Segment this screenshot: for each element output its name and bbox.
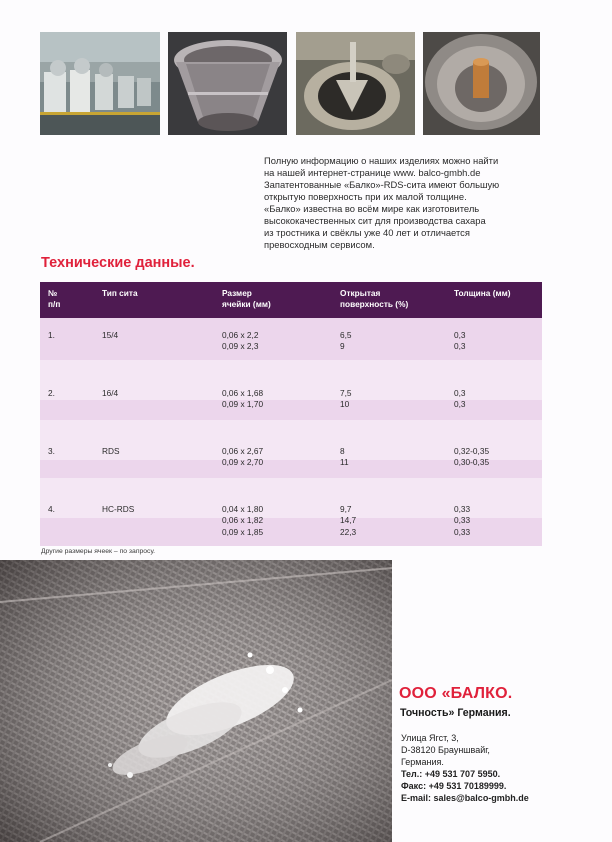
- photo-centrifuge-interior: [296, 32, 415, 135]
- company-subtitle: Точность» Германия.: [400, 707, 511, 719]
- row-open: 9,7: [340, 504, 352, 514]
- phone: Тел.: +49 531 707 5950.: [401, 769, 501, 779]
- intro-paragraph: [264, 155, 554, 251]
- row-thickness: 0,3: [454, 341, 466, 352]
- fax: Факс: +49 531 70189999.: [401, 781, 507, 791]
- row-mesh: 0,06 x 2,67: [222, 446, 264, 456]
- header-num: [48, 288, 60, 310]
- intro-line: превосходным сервисом.: [264, 239, 375, 250]
- row-open: 10: [340, 399, 350, 410]
- row-thickness: 0,32-0,35: [454, 446, 490, 456]
- address-line: Улица Ягст, 3,: [401, 733, 459, 743]
- row-type: 16/4: [102, 388, 119, 398]
- row-open: 11: [340, 457, 349, 468]
- row-thickness: 0,33: [454, 526, 471, 537]
- header-type: [102, 288, 138, 299]
- spec-table: [40, 282, 542, 546]
- intro-line: на нашей интернет-странице www. balco-gmbh.de: [264, 167, 481, 178]
- header-open: [340, 288, 408, 310]
- intro-line: Запатентованные «Балко»-RDS-сита имеют большую: [264, 179, 500, 190]
- intro-line: из тростника и свёклы уже 40 лет и отличается: [264, 227, 470, 238]
- table-header: [40, 282, 542, 318]
- intro-line: «Балко» известна во всём мире как изготовитель: [264, 203, 480, 214]
- header-mesh: [222, 288, 271, 310]
- row-open: 7,5: [340, 388, 352, 398]
- row-num: 4.: [48, 504, 55, 514]
- row-thickness: 0,3: [454, 330, 466, 340]
- intro-line: открытую поверхность при их малой толщине.: [264, 191, 467, 202]
- header-mesh-line1: Размер: [222, 288, 252, 298]
- row-thickness: 0,30-0,35: [454, 457, 490, 468]
- row-mesh: 0,04 x 1,80: [222, 504, 264, 514]
- photo-sieve-basket: [168, 32, 287, 135]
- header-type-line1: Тип сита: [102, 288, 138, 298]
- row-open: 8: [340, 446, 345, 456]
- footnote: Другие размеры ячеек – по запросу.: [41, 548, 156, 555]
- header-mesh-line2: ячейки (мм): [222, 299, 271, 309]
- row-mesh: 0,09 x 1,85: [222, 526, 264, 537]
- header-thickness: [454, 288, 511, 299]
- row-num: 1.: [48, 330, 55, 340]
- row-open: 9: [340, 341, 345, 352]
- section-title: Технические данные.: [41, 255, 195, 271]
- row-open: 22,3: [340, 526, 357, 537]
- header-num-line1: №: [48, 288, 58, 298]
- row-mesh: 0,09 x 2,3: [222, 341, 259, 352]
- row-mesh: 0,06 x 2,2: [222, 330, 259, 340]
- header-open-line2: поверхность (%): [340, 299, 409, 309]
- row-num: 2.: [48, 388, 55, 398]
- row-type: 15/4: [102, 330, 119, 340]
- row-thickness: 0,3: [454, 399, 466, 410]
- row-mesh: 0,06 x 1,68: [222, 388, 264, 398]
- photo-centrifuge-hall: [40, 32, 160, 135]
- row-thickness: 0,33: [454, 515, 471, 526]
- row-open: 6,5: [340, 330, 352, 340]
- header-thickness-line1: Толщина (мм): [454, 288, 511, 298]
- row-thickness: 0,33: [454, 504, 471, 514]
- row-mesh: 0,09 x 1,70: [222, 399, 264, 410]
- row-thickness: 0,3: [454, 388, 466, 398]
- intro-line: высококачественных сит для производства сахара: [264, 215, 486, 226]
- photo-mesh-sugar: [0, 560, 392, 842]
- contact-block: [401, 732, 529, 804]
- company-name: ООО «БАЛКО.: [399, 685, 513, 702]
- email: E-mail: sales@balco-gmbh.de: [401, 793, 529, 803]
- address-line: D-38120 Брауншвайг,: [401, 745, 490, 755]
- row-mesh: 0,09 x 2,70: [222, 457, 264, 468]
- header-num-line2: п/п: [48, 299, 61, 309]
- row-num: 3.: [48, 446, 55, 456]
- address-line: Германия.: [401, 757, 444, 767]
- intro-line: Полную информацию о наших изделиях можно найти: [264, 155, 499, 166]
- header-open-line1: Открытая: [340, 288, 381, 298]
- row-open: 14,7: [340, 515, 357, 526]
- photo-conical-basket: [423, 32, 540, 135]
- row-type: RDS: [102, 446, 120, 456]
- row-type: HC-RDS: [102, 504, 135, 514]
- row-mesh: 0,06 x 1,82: [222, 515, 264, 526]
